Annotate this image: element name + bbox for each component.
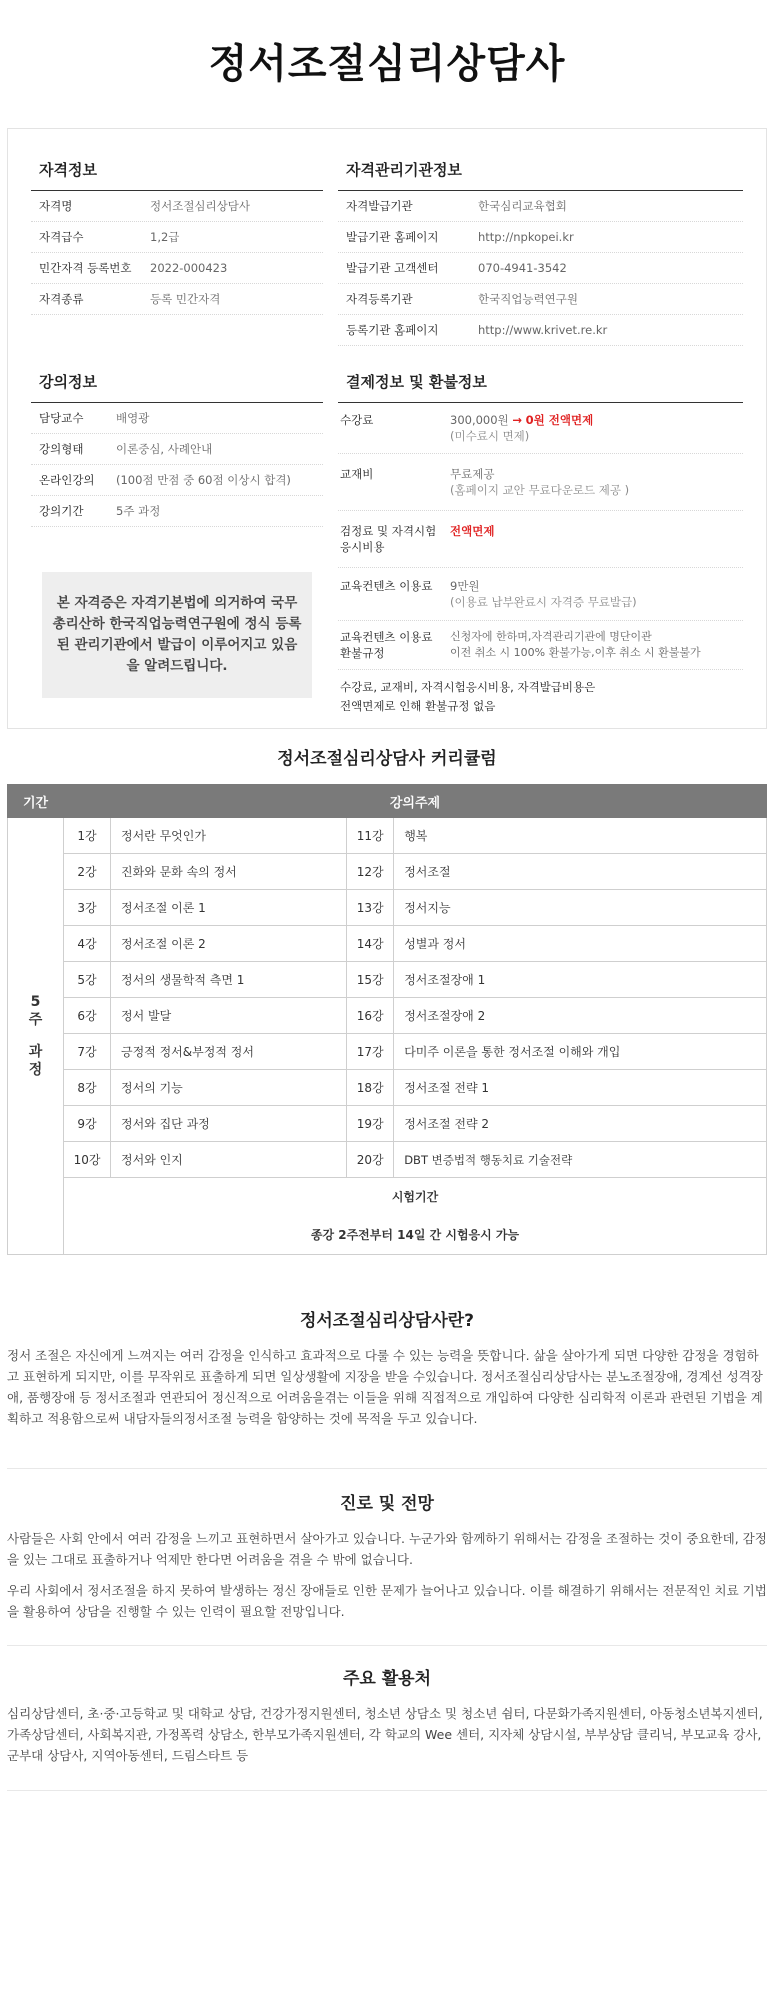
agency-row: [338, 315, 743, 346]
exam-title: 시험기간: [391, 1190, 439, 1204]
material-sub: (홈페이지 교안 무료다운로드 제공 ): [450, 483, 630, 497]
lesson-number: 1강: [64, 818, 111, 854]
row-value: 배영광: [116, 411, 150, 425]
content-value: 9만원: [450, 579, 480, 593]
row-key: 강의형태: [39, 442, 84, 456]
about-body: 정서 조절은 자신에게 느껴지는 여러 감정을 인식하고 효과적으로 다룰 수 있는 능력을 뜻합니다. 삶을 살아가게 되면 다양한 감정을 경험하고 표현하게 되지만, 이를 무작위로 표출하게 되면 일상생활에 지장을 받을 수있습니다. 정서조절심리상담사는 분노조절장애, 경계선 성격장애, 품행장애 등 정서조절과 연관되어 정신적으로 어려움을겪는 이들을 위해 직접적으로 개입하여 다양한 심리학적 이론과 관련된 기법을 계획하고 적용함으로써 내담자들의정서조절 능력을 함양하는 것에 목적을 두고 있습니다.: [7, 1348, 763, 1426]
lesson-number: 6강: [64, 998, 111, 1034]
lesson-number: 8강: [64, 1070, 111, 1106]
divider: [7, 1645, 767, 1646]
refund-value-1: 신청자에 한하며,자격관리기관에 명단이관: [450, 630, 652, 643]
lesson-number: 17강: [347, 1034, 394, 1070]
refund-footnote: [338, 670, 743, 716]
row-value: 2022-000423: [150, 261, 228, 275]
row-key: 자격등록기관: [346, 292, 413, 306]
lesson-number: 10강: [64, 1142, 111, 1178]
refund-row: [338, 621, 743, 670]
fee-arrow: →: [512, 413, 522, 427]
lesson-name: 정서조절 전략 2: [394, 1106, 767, 1142]
row-key: 자격발급기관: [346, 199, 413, 213]
page-title: 정서조절심리상담사: [208, 41, 566, 87]
payment-title: 결제정보 및 환불정보: [338, 371, 743, 403]
lesson-number: 3강: [64, 890, 111, 926]
row-key: 자격명: [39, 199, 73, 213]
qualification-row: [31, 253, 323, 284]
qualification-row: [31, 222, 323, 253]
table-row: [8, 926, 767, 962]
lesson-number: 2강: [64, 854, 111, 890]
content-key: 교육컨텐츠 이용료: [340, 579, 433, 593]
lesson-name: 정서의 생물학적 측면 1: [111, 962, 347, 998]
fee-original: 300,000원: [450, 413, 509, 427]
lesson-name: 진화와 문화 속의 정서: [111, 854, 347, 890]
table-row: [8, 1106, 767, 1142]
lesson-number: 13강: [347, 890, 394, 926]
fee-key: 수강료: [340, 413, 374, 427]
qualification-title: 자격정보: [31, 159, 323, 191]
lesson-name: 다미주 이론을 통한 정서조절 이해와 개입: [394, 1034, 767, 1070]
col-period: 기간: [8, 785, 64, 818]
row-key: 민간자격 등록번호: [39, 261, 132, 275]
table-row: [8, 1034, 767, 1070]
material-value: 무료제공: [450, 467, 495, 481]
fee-sub: (미수료시 면제): [450, 429, 530, 443]
table-row: [8, 890, 767, 926]
usage-body: 심리상담센터, 초·중·고등학교 및 대학교 상담, 건강가정지원센터, 청소년 상담소 및 청소년 쉼터, 다문화가족지원센터, 아동청소년복지센터, 가족상담센터, 사회복지관, 가정폭력 상담소, 한부모가족지원센터, 각 학교의 Wee 센터, 지자체 상담시설, 부부상담 클리닉, 부모교육 강사, 군부대 상담사, 지역아동센터, 드림스타트 등: [7, 1706, 763, 1763]
agency-row: [338, 284, 743, 315]
exam-value: 전액면제: [450, 524, 495, 538]
qualification-row: [31, 191, 323, 222]
period-cell: [8, 818, 64, 1255]
row-key: 자격급수: [39, 230, 84, 244]
table-row: [8, 962, 767, 998]
row-key: 발급기관 고객센터: [346, 261, 439, 275]
exam-key-2: 응시비용: [340, 540, 385, 554]
lesson-name: 정서조절장애 1: [394, 962, 767, 998]
lesson-name: 긍정적 정서&부정적 정서: [111, 1034, 347, 1070]
footnote-line-1: 수강료, 교재비, 자격시험응시비용, 자격발급비용은: [340, 680, 596, 694]
usage-section: [7, 1664, 767, 1776]
exam-fee-row: [338, 511, 743, 568]
row-key: 담당교수: [39, 411, 84, 425]
refund-value-2: 이전 취소 시 100% 환불가능,이후 취소 시 환불불가: [450, 646, 701, 659]
exam-cell: [64, 1178, 767, 1255]
lesson-name: 정서와 인지: [111, 1142, 347, 1178]
row-key: 발급기관 홈페이지: [346, 230, 439, 244]
lesson-name: 정서란 무엇인가: [111, 818, 347, 854]
row-value: 한국심리교육협회: [478, 199, 567, 213]
row-value: 1,2급: [150, 230, 180, 244]
lesson-name: 정서조절 이론 2: [111, 926, 347, 962]
notice-box: 본 자격증은 자격기본법에 의거하여 국무총리산하 한국직업능력연구원에 정식 등록된 관리기관에서 발급이 이루어지고 있음을 알려드립니다.: [42, 572, 312, 698]
lesson-number: 4강: [64, 926, 111, 962]
material-key: 교재비: [340, 467, 374, 481]
lecture-row: [31, 465, 323, 496]
career-title: 진로 및 전망: [340, 1494, 434, 1514]
lecture-row: [31, 403, 323, 434]
lesson-number: 18강: [347, 1070, 394, 1106]
table-row: [8, 1070, 767, 1106]
exam-row: [8, 1178, 767, 1255]
row-value[interactable]: http://npkopei.kr: [478, 230, 574, 244]
agency-section: [338, 159, 743, 346]
row-key: 온라인강의: [39, 473, 95, 487]
row-value: (100점 만점 중 60점 이상시 합격): [116, 473, 291, 487]
row-value: 이론중심, 사례안내: [116, 442, 213, 456]
fee-row: [338, 403, 743, 454]
row-key: 등록기관 홈페이지: [346, 323, 439, 337]
lesson-number: 12강: [347, 854, 394, 890]
lesson-name: 정서지능: [394, 890, 767, 926]
qualification-row: [31, 284, 323, 315]
lecture-row: [31, 434, 323, 465]
row-key: 강의기간: [39, 504, 84, 518]
lesson-number: 9강: [64, 1106, 111, 1142]
period-label: 주: [28, 1012, 43, 1028]
table-row: [8, 854, 767, 890]
refund-key-1: 교육컨텐츠 이용료: [340, 630, 433, 644]
period-label: 정: [28, 1062, 43, 1078]
row-value: 등록 민간자격: [150, 292, 221, 306]
usage-title: 주요 활용처: [342, 1669, 432, 1689]
agency-title: 자격관리기관정보: [338, 159, 743, 191]
row-value: 070-4941-3542: [478, 261, 567, 275]
period-label: 5: [30, 994, 41, 1010]
payment-section: [338, 371, 743, 716]
row-key: 자격종류: [39, 292, 84, 306]
lesson-name: 정서와 집단 과정: [111, 1106, 347, 1142]
period-label: 과: [28, 1044, 43, 1060]
lecture-title: 강의정보: [31, 371, 323, 403]
agency-row: [338, 222, 743, 253]
career-paragraph-2: 우리 사회에서 정서조절을 하지 못하여 발생하는 정신 장애들로 인한 문제가 늘어나고 있습니다. 이를 해결하기 위해서는 전문적인 치료 기법을 활용하여 상담을 진행할 수 있는 인력이 필요할 전망입니다.: [7, 1583, 767, 1619]
curriculum-table: [7, 784, 767, 1255]
lesson-number: 20강: [347, 1142, 394, 1178]
lesson-name: 정서조절: [394, 854, 767, 890]
table-row: [8, 818, 767, 854]
qualification-section: [31, 159, 323, 315]
lesson-name: 정서조절장애 2: [394, 998, 767, 1034]
lesson-number: 16강: [347, 998, 394, 1034]
footnote-line-2: 전액면제로 인해 환불규정 없음: [340, 699, 496, 713]
lesson-name: 행복: [394, 818, 767, 854]
lesson-number: 14강: [347, 926, 394, 962]
col-topic: 강의주제: [64, 785, 767, 818]
lecture-row: [31, 496, 323, 527]
content-fee-row: [338, 568, 743, 621]
lesson-name: 성별과 정서: [394, 926, 767, 962]
lecture-section: [31, 371, 323, 527]
agency-row: [338, 191, 743, 222]
about-section: [7, 1306, 767, 1439]
lesson-number: 5강: [64, 962, 111, 998]
agency-row: [338, 253, 743, 284]
divider: [7, 1790, 767, 1791]
lesson-name: 정서의 기능: [111, 1070, 347, 1106]
lesson-number: 19강: [347, 1106, 394, 1142]
row-value[interactable]: http://www.krivet.re.kr: [478, 323, 608, 337]
table-row: [8, 1142, 767, 1178]
fee-free: 0원 전액면제: [525, 413, 594, 427]
table-row: [8, 998, 767, 1034]
row-value: 5주 과정: [116, 504, 161, 518]
row-value: 정서조절심리상담사: [150, 199, 250, 213]
lesson-name: 정서 발달: [111, 998, 347, 1034]
career-section: [7, 1489, 767, 1632]
exam-desc: 종강 2주전부터 14일 간 시험응시 가능: [310, 1228, 520, 1242]
lesson-number: 11강: [347, 818, 394, 854]
row-value: 한국직업능력연구원: [478, 292, 578, 306]
material-row: [338, 454, 743, 511]
lesson-number: 7강: [64, 1034, 111, 1070]
curriculum-title: 정서조절심리상담사 커리큘럼: [277, 749, 497, 769]
lesson-number: 15강: [347, 962, 394, 998]
refund-key-2: 환불규정: [340, 646, 385, 660]
info-box: [7, 128, 767, 729]
content-sub: (이용료 납부완료시 자격증 무료발급): [450, 595, 637, 609]
lesson-name: DBT 변증법적 행동치료 기술전략: [394, 1142, 767, 1178]
about-title: 정서조절심리상담사란?: [299, 1311, 475, 1331]
divider: [7, 1468, 767, 1469]
exam-key-1: 검정료 및 자격시험: [340, 524, 437, 538]
lesson-name: 정서조절 전략 1: [394, 1070, 767, 1106]
career-paragraph-1: 사람들은 사회 안에서 여러 감정을 느끼고 표현하면서 살아가고 있습니다. 누군가와 함께하기 위해서는 감정을 조절하는 것이 중요한데, 감정을 있는 그대로 표출하거나 억제만 한다면 어려움을 겪을 수 밖에 없습니다.: [7, 1531, 767, 1567]
lesson-name: 정서조절 이론 1: [111, 890, 347, 926]
